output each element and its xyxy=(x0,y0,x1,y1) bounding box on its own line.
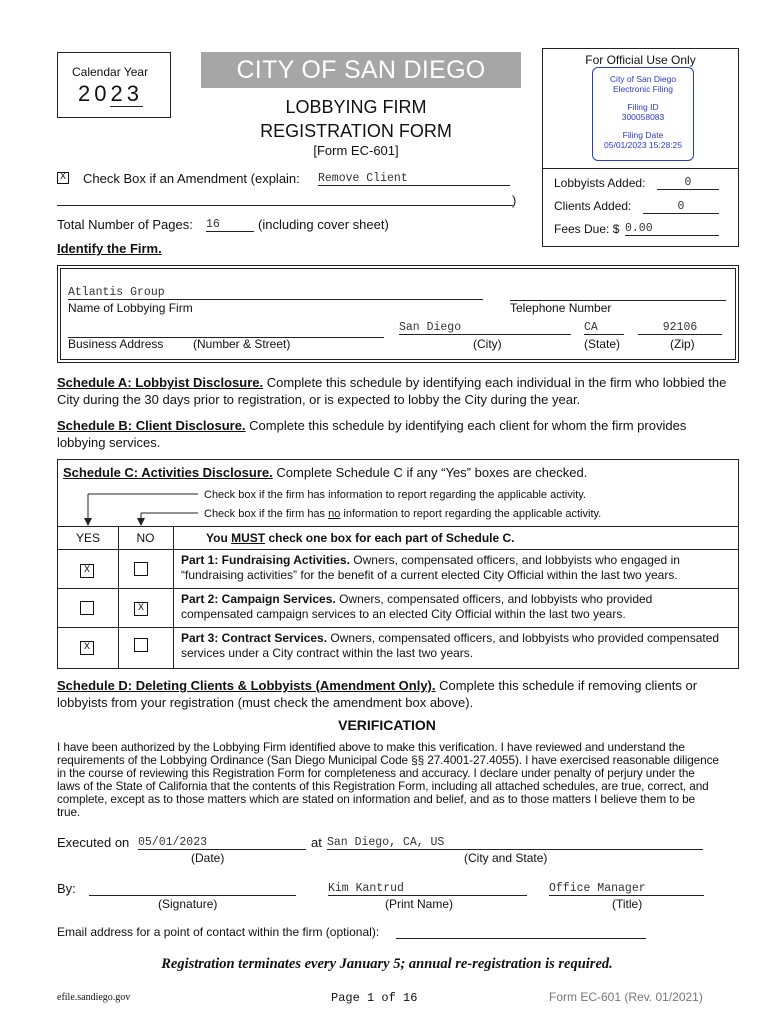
schedule-c-arrows xyxy=(58,488,208,528)
year-suffix: 23 xyxy=(110,81,143,106)
schedule-c-box xyxy=(57,459,739,669)
must-word: MUST xyxy=(231,531,266,545)
official-use-box xyxy=(542,48,739,247)
part2-yes-checkbox[interactable] xyxy=(80,601,94,615)
verification-body: I have been authorized by the Lobbying Firm identified above to make this verification. I have reviewed and understand the requirements of the Lobbying Ordinance (San Diego Municipal Code §§ 27.4001-27.4055). I have exercised reasonable diligence in the course of reviewing this Registration Form for completeness and accuracy. I declare under penalty of perjury under the laws of the State of California that the contents of this Registration Form, including all attached schedules, are true, correct, and complete, except as to those matters which are stated on information and belief, and as to those matters I believe them to be true. xyxy=(57,740,719,819)
part3-no-checkbox[interactable] xyxy=(134,638,148,652)
identify-firm-heading: Identify the Firm. xyxy=(57,241,162,256)
city-title-banner xyxy=(201,52,521,88)
part2-no-checkbox[interactable]: X xyxy=(134,602,148,616)
city-title: CITY OF SAN DIEGO xyxy=(236,55,486,84)
footer-site: efile.sandiego.gov xyxy=(57,992,131,1003)
yes-column-header: YES xyxy=(75,531,100,545)
part3-yes-checkbox[interactable]: X xyxy=(80,641,94,655)
calendar-year-value xyxy=(78,81,143,107)
address-label: Business Address xyxy=(68,337,164,351)
clients-added-value[interactable]: 0 xyxy=(643,200,719,214)
part1-desc: Owners, compensated officers, and lobbyists who engaged in “fundraising activities” for the benefit of a current elected City Official within the last two years. xyxy=(181,553,680,582)
total-pages-suffix: (including cover sheet) xyxy=(258,217,389,232)
executed-place-label: (City and State) xyxy=(464,851,548,865)
footer-page-number: Page 1 of 16 xyxy=(331,991,418,1005)
form-code: [Form EC-601] xyxy=(313,143,399,158)
email-field[interactable] xyxy=(396,938,646,939)
no-hint-pre: Check box if the firm has xyxy=(204,508,329,520)
lobbyists-added-value[interactable]: 0 xyxy=(657,176,719,190)
part2-title: Part 2: Campaign Services. xyxy=(181,592,336,606)
form-title xyxy=(201,95,511,143)
total-pages-label: Total Number of Pages: xyxy=(57,217,193,232)
grid-hline-2 xyxy=(58,588,738,589)
official-use-title: For Official Use Only xyxy=(585,53,696,67)
registration-notice: Registration terminates every January 5; annual re-registration is required. xyxy=(161,956,613,972)
calendar-year-label: Calendar Year xyxy=(72,65,149,79)
form-title-line2: REGISTRATION FORM xyxy=(260,121,452,141)
filing-stamp xyxy=(592,67,694,161)
fees-due-value[interactable]: 0.00 xyxy=(625,222,719,236)
lobbyists-added-label: Lobbyists Added: xyxy=(554,176,646,190)
executed-place-field[interactable]: San Diego, CA, US xyxy=(327,836,703,850)
address-field[interactable] xyxy=(68,323,384,338)
executed-label: Executed on xyxy=(57,835,130,850)
stamp-line2: Electronic Filing xyxy=(613,84,673,94)
amendment-checkbox[interactable]: X xyxy=(57,172,69,184)
total-pages-field[interactable]: 16 xyxy=(206,218,254,232)
filing-id-label: Filing ID xyxy=(627,102,659,112)
firm-name-field[interactable]: Atlantis Group xyxy=(68,286,483,300)
form-title-line1: LOBBYING FIRM xyxy=(285,97,427,117)
title-label: (Title) xyxy=(612,897,643,911)
print-name-label: (Print Name) xyxy=(385,897,454,911)
part1-yes-checkbox[interactable]: X xyxy=(80,564,94,578)
footer-form-rev: Form EC-601 (Rev. 01/2021) xyxy=(549,990,703,1004)
address-sublabel: (Number & Street) xyxy=(193,337,291,351)
zip-field[interactable]: 92106 xyxy=(638,321,722,335)
schedule-a-title: Schedule A: Lobbyist Disclosure. xyxy=(57,375,264,390)
amendment-explain-line2[interactable] xyxy=(57,205,513,206)
executed-at-label: at xyxy=(311,835,322,850)
part3-text xyxy=(181,631,726,661)
filing-date-label: Filing Date xyxy=(622,130,664,140)
grid-hline-3 xyxy=(58,627,738,628)
official-divider xyxy=(543,168,738,169)
year-prefix: 20 xyxy=(78,81,111,106)
schedule-c-header xyxy=(63,465,587,480)
no-hint-post: information to report regarding the applicable activity. xyxy=(340,508,602,520)
signature-field[interactable] xyxy=(89,895,296,896)
yes-hint: Check box if the firm has information to report regarding the applicable activity. xyxy=(204,489,586,501)
must-check-note xyxy=(206,531,515,545)
amendment-explain-field[interactable]: Remove Client xyxy=(318,172,510,186)
schedule-c-grid xyxy=(58,526,738,669)
grid-hline-1 xyxy=(58,549,738,550)
schedule-a xyxy=(57,374,737,408)
city-field[interactable]: San Diego xyxy=(399,321,571,335)
part1-title: Part 1: Fundraising Activities. xyxy=(181,553,350,567)
part3-desc: Owners, compensated officers, and lobbyists who provided compensated services under a City contract within the last two years. xyxy=(181,631,720,660)
firm-name-label: Name of Lobbying Firm xyxy=(68,301,193,315)
calendar-year-box xyxy=(57,52,171,118)
schedule-a-text: Complete this schedule by identifying each individual in the firm who lobbied the City during the 30 days prior to registration, or is expected to lobby the City during the year. xyxy=(57,375,727,407)
no-hint xyxy=(204,508,601,520)
signature-label: (Signature) xyxy=(158,897,218,911)
telephone-field[interactable] xyxy=(510,286,726,301)
zip-label: (Zip) xyxy=(670,337,695,351)
amendment-label: Check Box if an Amendment (explain: xyxy=(83,171,300,186)
filing-id: 300058083 xyxy=(621,112,665,122)
telephone-label: Telephone Number xyxy=(510,301,612,315)
city-label: (City) xyxy=(473,337,502,351)
identify-firm-box xyxy=(57,265,739,363)
executed-date-field[interactable]: 05/01/2023 xyxy=(138,836,306,850)
state-label: (State) xyxy=(584,337,621,351)
fees-due-label: Fees Due: $ xyxy=(554,222,620,236)
executed-date-label: (Date) xyxy=(191,851,225,865)
schedule-b xyxy=(57,417,737,451)
verification-heading: VERIFICATION xyxy=(338,717,436,733)
amendment-close-paren: ) xyxy=(512,193,517,208)
part2-desc: Owners, compensated officers, and lobbyists who provided compensated campaign services to an elected City Official within the last two years. xyxy=(181,592,653,621)
part1-no-checkbox[interactable] xyxy=(134,562,148,576)
by-label: By: xyxy=(57,881,76,896)
schedule-c-title: Schedule C: Activities Disclosure. xyxy=(63,465,273,480)
state-field[interactable]: CA xyxy=(584,321,624,335)
title-field[interactable]: Office Manager xyxy=(549,882,704,896)
no-hint-no: no xyxy=(328,508,341,520)
email-label: Email address for a point of contact within the firm (optional): xyxy=(57,925,380,939)
must-post: check one box for each part of Schedule C. xyxy=(265,531,515,545)
no-column-header: NO xyxy=(136,531,155,545)
schedule-c-text: Complete Schedule C if any “Yes” boxes are checked. xyxy=(272,465,588,480)
schedule-d-text: Complete this schedule if removing clients or lobbyists from your registration (must check the amendment box above). xyxy=(57,678,698,710)
schedule-d-title: Schedule D: Deleting Clients & Lobbyists (Amendment Only). xyxy=(57,678,436,693)
clients-added-label: Clients Added: xyxy=(554,199,632,213)
schedule-d xyxy=(57,677,737,711)
stamp-line1: City of San Diego xyxy=(609,74,677,84)
part2-text xyxy=(181,592,726,622)
part3-title: Part 3: Contract Services. xyxy=(181,631,328,645)
must-pre: You xyxy=(206,531,232,545)
schedule-b-text: Complete this schedule by identifying each client for whom the firm provides lobbying services. xyxy=(57,418,687,450)
schedule-b-title: Schedule B: Client Disclosure. xyxy=(57,418,246,433)
filing-date: 05/01/2023 15:28:25 xyxy=(604,140,682,150)
part1-text xyxy=(181,553,726,583)
print-name-field[interactable]: Kim Kantrud xyxy=(328,882,527,896)
